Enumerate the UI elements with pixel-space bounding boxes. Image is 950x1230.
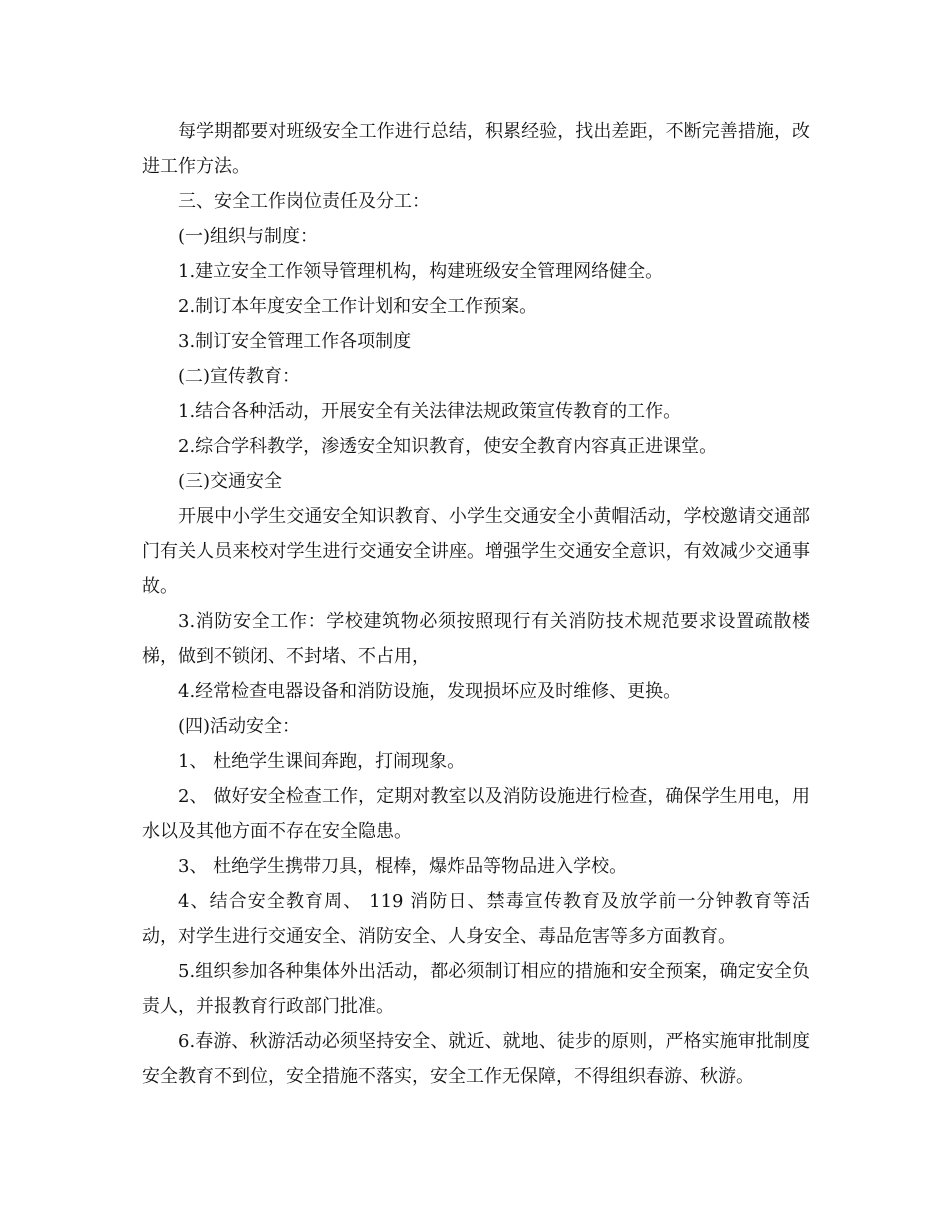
list-item: 1.结合各种活动，开展安全有关法律法规政策宣传教育的工作。 <box>178 401 682 422</box>
list-item: 1、 杜绝学生课间奔跑，打闹现象。 <box>178 751 466 772</box>
list-item: 4、结合安全教育周、 119 消防日、禁毒宣传教育及放学前一分钟教育等活动，对学生进行交通安全、消防安全、人身安全、毒品危害等多方面教育。 <box>142 891 810 947</box>
list-item: 2.制订本年度安全工作计划和安全工作预案。 <box>178 296 538 317</box>
list-item: 3.制订安全管理工作各项制度 <box>178 331 412 352</box>
list-item: 3、 杜绝学生携带刀具，棍棒，爆炸品等物品进入学校。 <box>178 856 628 877</box>
list-item: 4.经常检查电器设备和消防设施，发现损坏应及时维修、更换。 <box>178 681 682 702</box>
list-item: 3.消防安全工作：学校建筑物必须按照现行有关消防技术规范要求设置疏散楼梯，做到不锁闭、不封堵、不占用， <box>142 611 810 667</box>
subheading-traffic: (三)交通安全 <box>178 471 283 492</box>
list-item: 6.春游、秋游活动必须坚持安全、就近、就地、徒步的原则，严格实施审批制度安全教育不到位，安全措施不落实，安全工作无保障，不得组织春游、秋游。 <box>142 1031 810 1087</box>
subheading-publicity: (二)宣传教育： <box>178 366 301 387</box>
document-body <box>142 114 810 1094</box>
list-item: 1.建立安全工作领导管理机构，构建班级安全管理网络健全。 <box>178 261 664 282</box>
paragraph-traffic: 开展中小学生交通安全知识教育、小学生交通安全小黄帽活动，学校邀请交通部门有关人员来校对学生进行交通安全讲座。增强学生交通安全意识，有效减少交通事故。 <box>142 506 810 597</box>
list-item: 2.综合学科教学，渗透安全知识教育，使安全教育内容真正进课堂。 <box>178 436 718 457</box>
section-heading-duties: 三、安全工作岗位责任及分工： <box>178 191 430 212</box>
list-item: 5.组织参加各种集体外出活动，都必须制订相应的措施和安全预案，确定安全负责人，并报教育行政部门批准。 <box>142 961 810 1017</box>
subheading-activity: (四)活动安全： <box>178 716 301 737</box>
list-item: 2、 做好安全检查工作，定期对教室以及消防设施进行检查，确保学生用电，用水以及其他方面不存在安全隐患。 <box>142 786 810 842</box>
paragraph-summary: 每学期都要对班级安全工作进行总结，积累经验，找出差距，不断完善措施，改进工作方法。 <box>142 121 810 177</box>
subheading-organization: (一)组织与制度： <box>178 226 319 247</box>
